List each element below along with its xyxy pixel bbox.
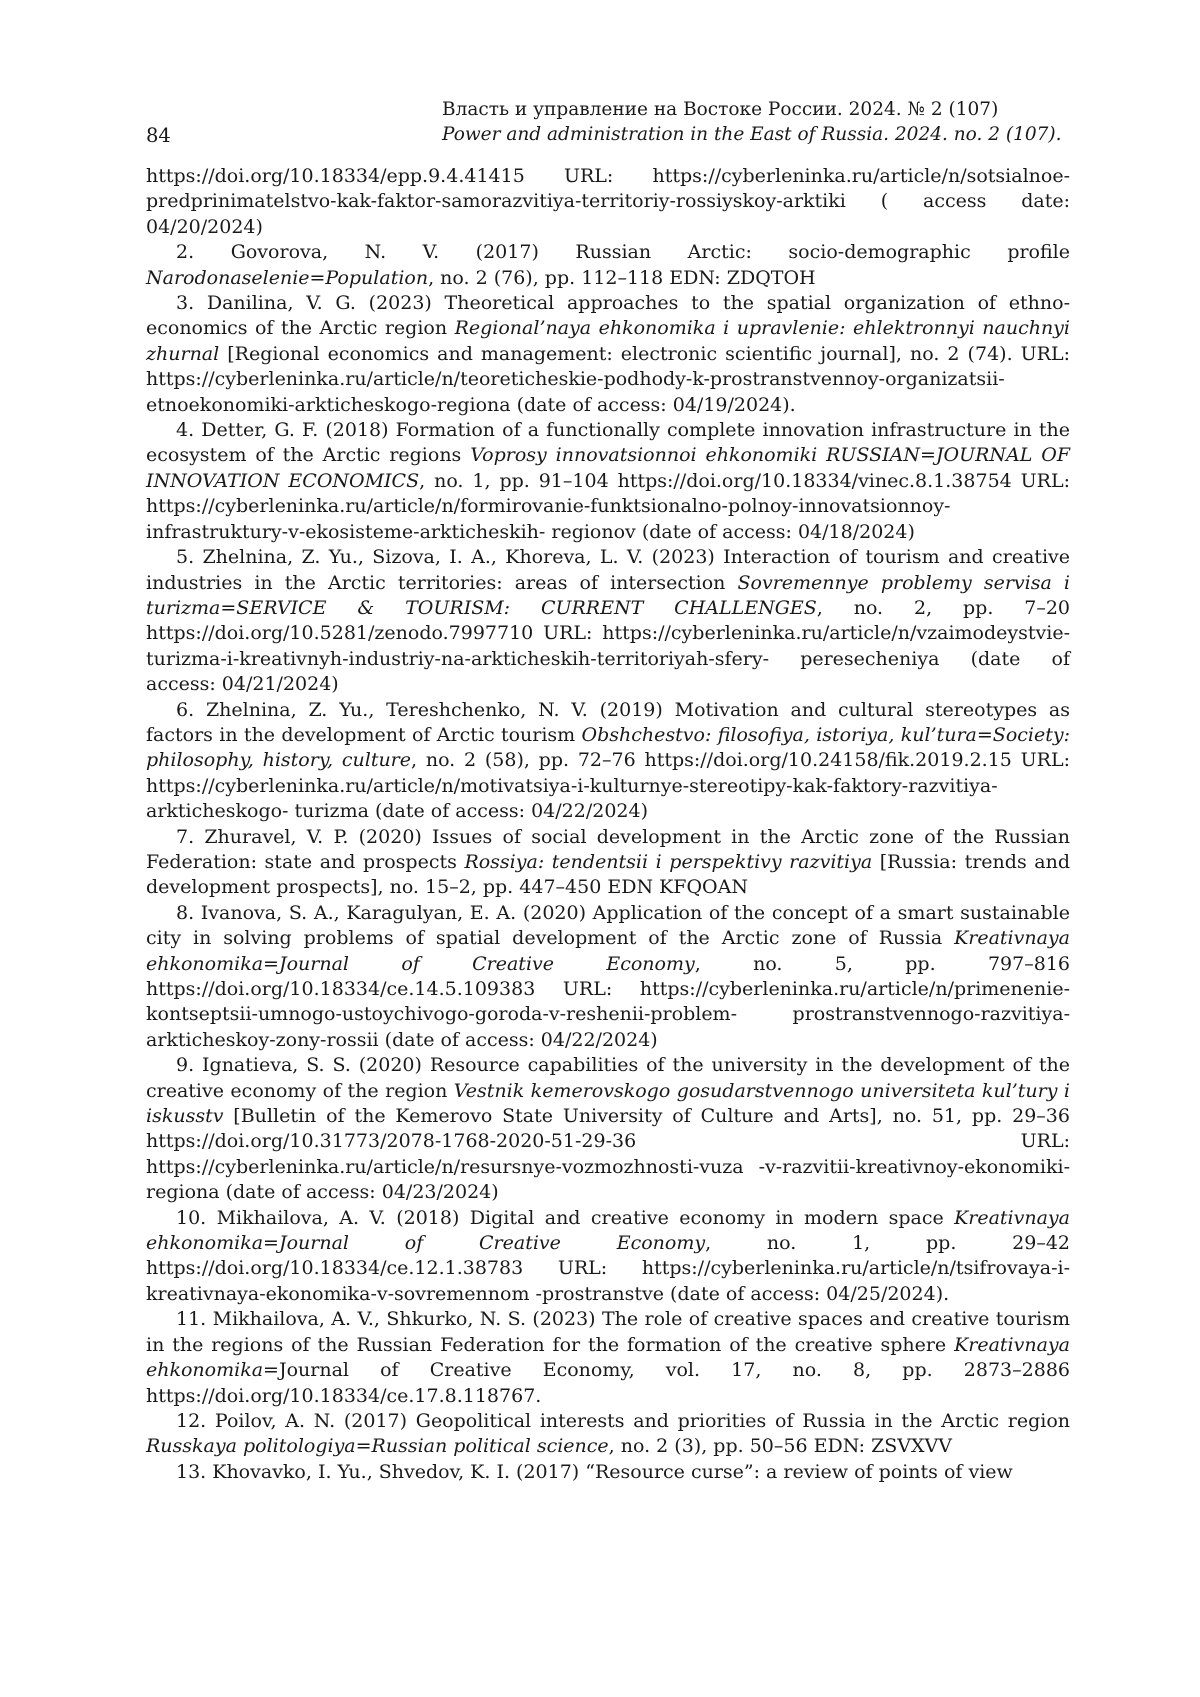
page-number: 84 xyxy=(146,124,171,148)
reference-item: 11. Mikhailova, A. V., Shkurko, N. S. (2023) The role of creative spaces and creative tourism in the regions of the Russian Federation for the formation of the creative sphere Kreativnaya ehkonomika=Journal of Creative Economy, vol. 17, no. 8, pp. 2873–2886 https://doi.org/10.18334/ce.17.8.118767. xyxy=(146,1307,1070,1409)
reference-item: 10. Mikhailova, A. V. (2018) Digital and creative economy in modern space Kreativnaya ehkonomika=Journal of Creative Economy, no. 1, pp. 29–42 https://doi.org/10.18334/ce.12.1.38783 URL: https://cyberleninka.ru/article/n/tsifrovaya-i-kreativnaya-ekonomika-v-sovremennom -prostranstve (date of access: 04/25/2024). xyxy=(146,1206,1070,1308)
reference-item: 12. Poilov, A. N. (2017) Geopolitical interests and priorities of Russia in the Arctic region Russkaya politologiya=Russian political science, no. 2 (3), pp. 50–56 EDN: ZSVXVV xyxy=(146,1409,1070,1460)
journal-title xyxy=(442,97,1062,147)
journal-title-ru: Власть и управление на Востоке России. 2024. № 2 (107) xyxy=(442,97,1062,122)
journal-title-en: Power and administration in the East of Russia. 2024. no. 2 (107). xyxy=(442,122,1062,147)
reference-item: 9. Ignatieva, S. S. (2020) Resource capabilities of the university in the development of the creative economy of the region Vestnik kemerovskogo gosudarstvennogo universiteta kul’tury i iskusstv [Bulletin of the Kemerovo State University of Culture and Arts], no. 51, pp. 29–36 https://doi.org/10.31773/2078-1768-2020-51-29-36 URL: https://cyberleninka.ru/article/n/resursnye-vozmozhnosti-vuza -v-razvitii-kreativnoy-ekonomiki-regiona (date of access: 04/23/2024) xyxy=(146,1053,1070,1205)
reference-item: https://doi.org/10.18334/epp.9.4.41415 URL: https://cyberleninka.ru/article/n/sotsialnoe-predprinimatelstvo-kak-faktor-samorazvitiya-territoriy-rossiyskoy-arktiki ( access date: 04/20/2024) xyxy=(146,164,1070,240)
reference-item: 13. Khovavko, I. Yu., Shvedov, K. I. (2017) “Resource curse”: a review of points of view xyxy=(146,1460,1070,1485)
reference-item: 7. Zhuravel, V. P. (2020) Issues of social development in the Arctic zone of the Russian Federation: state and prospects Rossiya: tendentsii i perspektivy razvitiya [Russia: trends and development prospects], no. 15–2, pp. 447–450 EDN KFQOAN xyxy=(146,825,1070,901)
reference-item: 4. Detter, G. F. (2018) Formation of a functionally complete innovation infrastructure in the ecosystem of the Arctic regions Voprosy innovatsionnoi ehkonomiki RUSSIAN=JOURNAL OF INNOVATION ECONOMICS, no. 1, pp. 91–104 https://doi.org/10.18334/vinec.8.1.38754 URL: https://cyberleninka.ru/article/n/formirovanie-funktsionalno-polnoy-innovatsionnoy-infrastruktury-v-ekosisteme-arkticheskih- regionov (date of access: 04/18/2024) xyxy=(146,418,1070,545)
reference-list xyxy=(146,164,1070,1485)
running-header xyxy=(146,97,1070,149)
reference-item: 3. Danilina, V. G. (2023) Theoretical approaches to the spatial organization of ethno-economics of the Arctic region Regional’naya ehkonomika i upravlenie: ehlektronnyi nauchnyi zhurnal [Regional economics and management: electronic scientific journal], no. 2 (74). URL: https://cyberleninka.ru/article/n/teoreticheskie-podhody-k-prostranstvennoy-organizatsii-etnoekonomiki-arkticheskogo-regiona (date of access: 04/19/2024). xyxy=(146,291,1070,418)
reference-item: 6. Zhelnina, Z. Yu., Tereshchenko, N. V. (2019) Motivation and cultural stereotypes as factors in the development of Arctic tourism Obshchestvo: filosofiya, istoriya, kul’tura=Society: philosophy, history, culture, no. 2 (58), pp. 72–76 https://doi.org/10.24158/fik.2019.2.15 URL: https://cyberleninka.ru/article/n/motivatsiya-i-kulturnye-stereotipy-kak-faktory-razvitiya-arkticheskogo- turizma (date of access: 04/22/2024) xyxy=(146,698,1070,825)
reference-item: 5. Zhelnina, Z. Yu., Sizova, I. A., Khoreva, L. V. (2023) Interaction of tourism and creative industries in the Arctic territories: areas of intersection Sovremennye problemy servisa i turizma=SERVICE & TOURISM: CURRENT CHALLENGES, no. 2, pp. 7–20 https://doi.org/10.5281/zenodo.7997710 URL: https://cyberleninka.ru/article/n/vzaimodeystvie-turizma-i-kreativnyh-industriy-na-arkticheskih-territoriyah-sfery- peresecheniya (date of access: 04/21/2024) xyxy=(146,545,1070,697)
reference-item: 2. Govorova, N. V. (2017) Russian Arctic: socio-demographic profile Narodonaselenie=Population, no. 2 (76), pp. 112–118 EDN: ZDQTOH xyxy=(146,240,1070,291)
reference-item: 8. Ivanova, S. A., Karagulyan, E. A. (2020) Application of the concept of a smart sustainable city in solving problems of spatial development of the Arctic zone of Russia Kreativnaya ehkonomika=Journal of Creative Economy, no. 5, pp. 797–816 https://doi.org/10.18334/ce.14.5.109383 URL: https://cyberleninka.ru/article/n/primenenie-kontseptsii-umnogo-ustoychivogo-goroda-v-reshenii-problem- prostranstvennogo-razvitiya-arkticheskoy-zony-rossii (date of access: 04/22/2024) xyxy=(146,901,1070,1053)
